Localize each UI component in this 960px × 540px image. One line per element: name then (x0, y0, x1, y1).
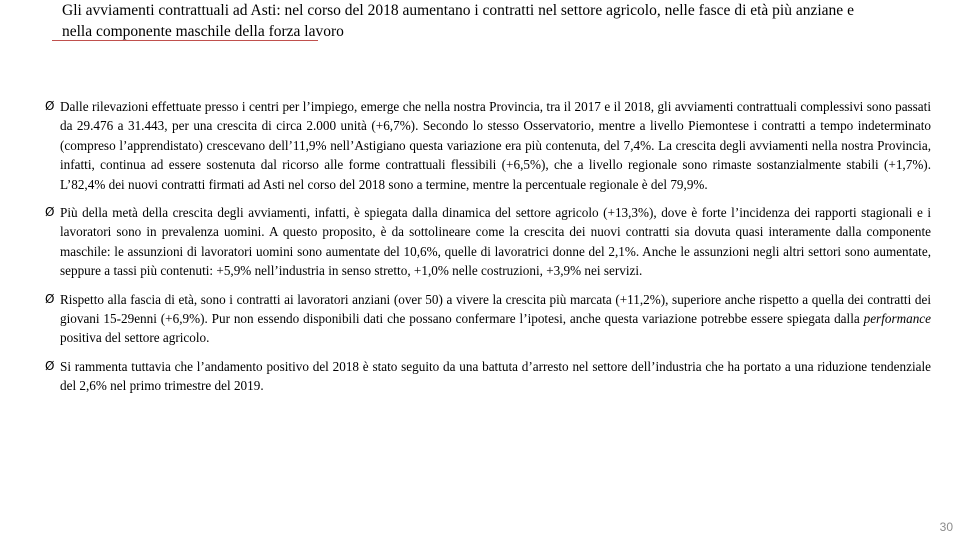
arrow-bullet-icon: Ø (45, 99, 55, 113)
bullet-item-agriculture (45, 203, 931, 281)
arrow-bullet-icon: Ø (45, 358, 55, 373)
arrow-bullet-icon: Ø (45, 291, 55, 306)
bullet-text: Più della metà della crescita degli avviamenti, infatti, è spiegata dalla dinamica del settore agricolo (+13,3%), dove è forte l’incidenza dei rapporti stagionali e i lavoratori sono in prevalenza uomini. A questo proposito, è da sottolineare come la crescita dei nuovi contratti sia dovuta quasi interamente dalla componente maschile: le assunzioni di lavoratori uomini sono aumentate del 10,6%, quelle di lavoratrici donne del 2,1%. Anche le assunzioni negli altri settori sono aumentate, seppure a tassi più contenuti: +5,9% nell’industria in senso stretto, +1,0% nelle costruzioni, +3,9% nei servizi. (60, 205, 931, 279)
arrow-bullet-icon: Ø (45, 205, 55, 220)
bullet-text: Si rammenta tuttavia che l’andamento positivo del 2018 è stato seguito da una battuta d’arresto nel settore dell’industria che ha portato a una riduzione tendenziale del 2,6% nel primo trimestre del 2019. (60, 358, 931, 394)
bullet-text-italic: performance (863, 311, 931, 327)
bullet-item-age-groups (45, 290, 931, 348)
slide-title: Gli avviamenti contrattuali ad Asti: nel corso del 2018 aumentano i contratti nel settore agricolo, nelle fasce di età più anziane e nella componente maschile della forza lavoro (62, 2, 854, 40)
title-underline (52, 40, 318, 41)
bullet-text (60, 292, 931, 346)
bullet-item-industry-slowdown (45, 357, 931, 396)
bullet-list (45, 97, 931, 405)
bullet-text-part: positiva del settore agricolo. (60, 330, 210, 346)
bullet-item-overall-growth (45, 97, 931, 194)
bullet-text-part: Rispetto alla fascia di età, sono i contratti ai lavoratori anziani (over 50) a vivere la crescita più marcata (+11,2%), superiore anche rispetto a quella dei contratti dei giovani 15-29enni (+6,9%). Pur non essendo disponibili dati che possano confermare l’ipotesi, anche questa variazione potrebbe essere spiegata dalla (60, 291, 931, 327)
page-number: 30 (939, 520, 953, 534)
bullet-text: Dalle rilevazioni effettuate presso i centri per l’impiego, emerge che nella nostra Provincia, tra il 2017 e il 2018, gli avviamenti contrattuali complessivi sono passati da 29.476 a 31.443, per una crescita di circa 2.000 unità (+6,7%). Secondo lo stesso Osservatorio, mentre a livello Piemontese i contratti a tempo indeterminato (compreso l’apprendistato) crescevano dell’11,9% nell’Astigiano questa variazione era più contenuta, del 7,4%. La crescita degli avviamenti nella nostra Provincia, infatti, continua ad essere sostenuta dal ricorso alle forme contrattuali flessibili (+6,5%), che a livello regionale sono rimaste sostanzialmente stabili (+1,7%). L’82,4% dei nuovi contratti firmati ad Asti nel corso del 2018 sono a termine, mentre la percentuale regionale è del 79,9%. (60, 99, 931, 192)
